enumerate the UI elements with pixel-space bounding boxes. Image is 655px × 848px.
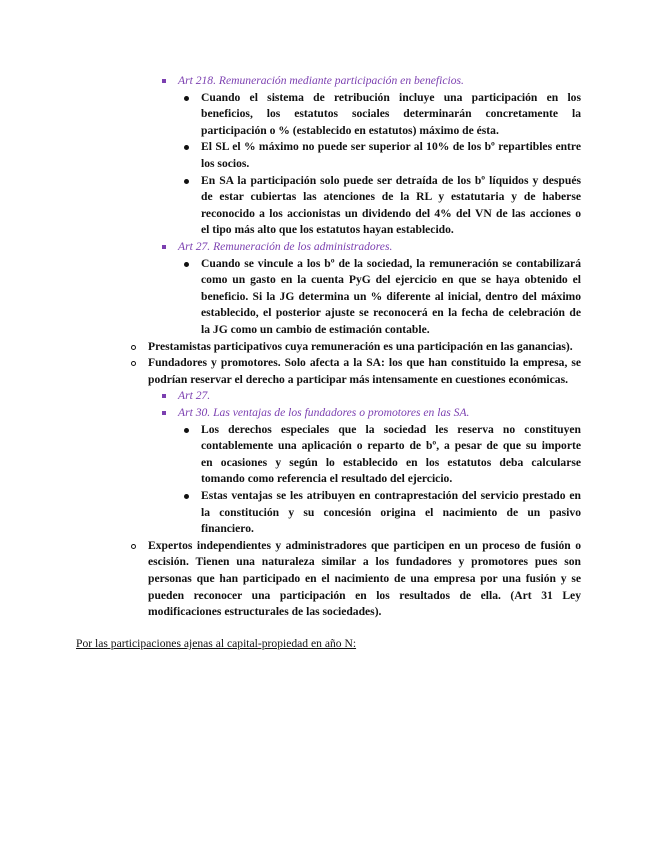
paragraph-line: Cuando se vincule a los bº de la sociedad, la remuneración se contabilizará — [201, 256, 581, 270]
paragraph-line: Estas ventajas se les atribuyen en contraprestación del servicio prestado en — [201, 489, 581, 502]
bullet-icon — [184, 262, 189, 267]
paragraph-line: financiero. — [201, 522, 254, 536]
paragraph-line: tomando como referencia el resultado del ejercicio. — [201, 472, 453, 486]
bullet-icon — [184, 428, 189, 433]
paragraph-line: contablemente una aplicación o reparto de bº, a pesar de que su importe — [201, 439, 581, 453]
square-bullet-icon — [162, 245, 166, 249]
square-bullet-icon — [162, 394, 166, 398]
circle-bullet-icon — [131, 361, 136, 366]
paragraph-line: de estar cubiertas las atenciones de la RL y estatutaria y de haberse — [201, 190, 581, 204]
bullet-icon — [184, 494, 189, 499]
article-heading: Art 30. Las ventajas de los fundadores o promotores en las SA. — [178, 406, 470, 419]
paragraph-line: la constitución y su concesión origina el nacimiento de un pasivo — [201, 505, 581, 519]
bullet-icon — [184, 96, 189, 101]
circle-bullet-icon — [131, 544, 136, 549]
article-heading: Art 218. Remuneración mediante participación en beneficios. — [178, 74, 464, 87]
paragraph-line: Los derechos especiales que la sociedad les reserva no constituyen — [201, 422, 581, 436]
circle-bullet-icon — [131, 345, 136, 350]
paragraph-line: En SA la participación solo puede ser detraída de los bº líquidos y después — [201, 173, 581, 187]
paragraph-line: beneficios, los estatutos sociales determinarán concretamente la — [201, 107, 581, 121]
paragraph-line: como un gasto en la cuenta PyG del ejercicio en que se haya obtenido el — [201, 273, 581, 287]
paragraph-line: Fundadores y promotores. Solo afecta a la SA: los que han constituido la empresa, se — [148, 356, 581, 370]
paragraph-line: participación o % (establecido en estatutos) máximo de ésta. — [201, 123, 499, 137]
paragraph-line: beneficio. Si la JG determina un % diferente al inicial, dentro del máximo — [201, 289, 581, 303]
paragraph-line: Expertos independientes y administradores que participen en un proceso de fusión o — [148, 538, 581, 552]
paragraph-line: Prestamistas participativos cuya remuneración es una participación en las ganancias). — [148, 339, 573, 353]
article-heading: Art 27. — [178, 389, 211, 403]
paragraph-line: podrían reservar el derecho a participar más intensamente en cuestiones económicas. — [148, 372, 569, 386]
bullet-icon — [184, 179, 189, 184]
article-heading: Art 27. Remuneración de los administradores. — [178, 240, 393, 253]
paragraph-line: los socios. — [201, 157, 250, 170]
paragraph-line: Cuando el sistema de retribución incluye una participación en los — [201, 90, 581, 104]
paragraph-line: modificaciones estructurales de las sociedades). — [148, 605, 382, 619]
paragraph-line: reconocido a los accionistas un dividendo del 4% del VN de las acciones o — [201, 206, 581, 220]
paragraph-line: la JG como un cambio de estimación contable. — [201, 323, 430, 336]
paragraph-line: pueden reconocer una participación en los resultados de ella. (Art 31 Ley — [148, 588, 581, 602]
paragraph-line: personas que han participado en el nacimiento de una empresa por una fusión y se — [148, 572, 581, 585]
bullet-icon — [184, 145, 189, 150]
section-heading: Por las participaciones ajenas al capital-propiedad en año N: — [76, 637, 357, 650]
paragraph-line: escisión. Tienen una naturaleza similar a los fundadores y promotores pues son — [148, 555, 581, 569]
paragraph-line: el tipo más alto que los estatutos hayan establecido. — [201, 223, 454, 237]
paragraph-line: en ocasiones y según lo establecido en los estatutos deba calcularse — [201, 455, 581, 469]
paragraph-line: El SL el % máximo no puede ser superior al 10% de los bº repartibles entre — [201, 140, 581, 154]
square-bullet-icon — [162, 411, 166, 415]
paragraph-line: establecido, el posterior ajuste se reconocerá en la fecha de celebración de — [201, 306, 581, 320]
square-bullet-icon — [162, 79, 166, 83]
